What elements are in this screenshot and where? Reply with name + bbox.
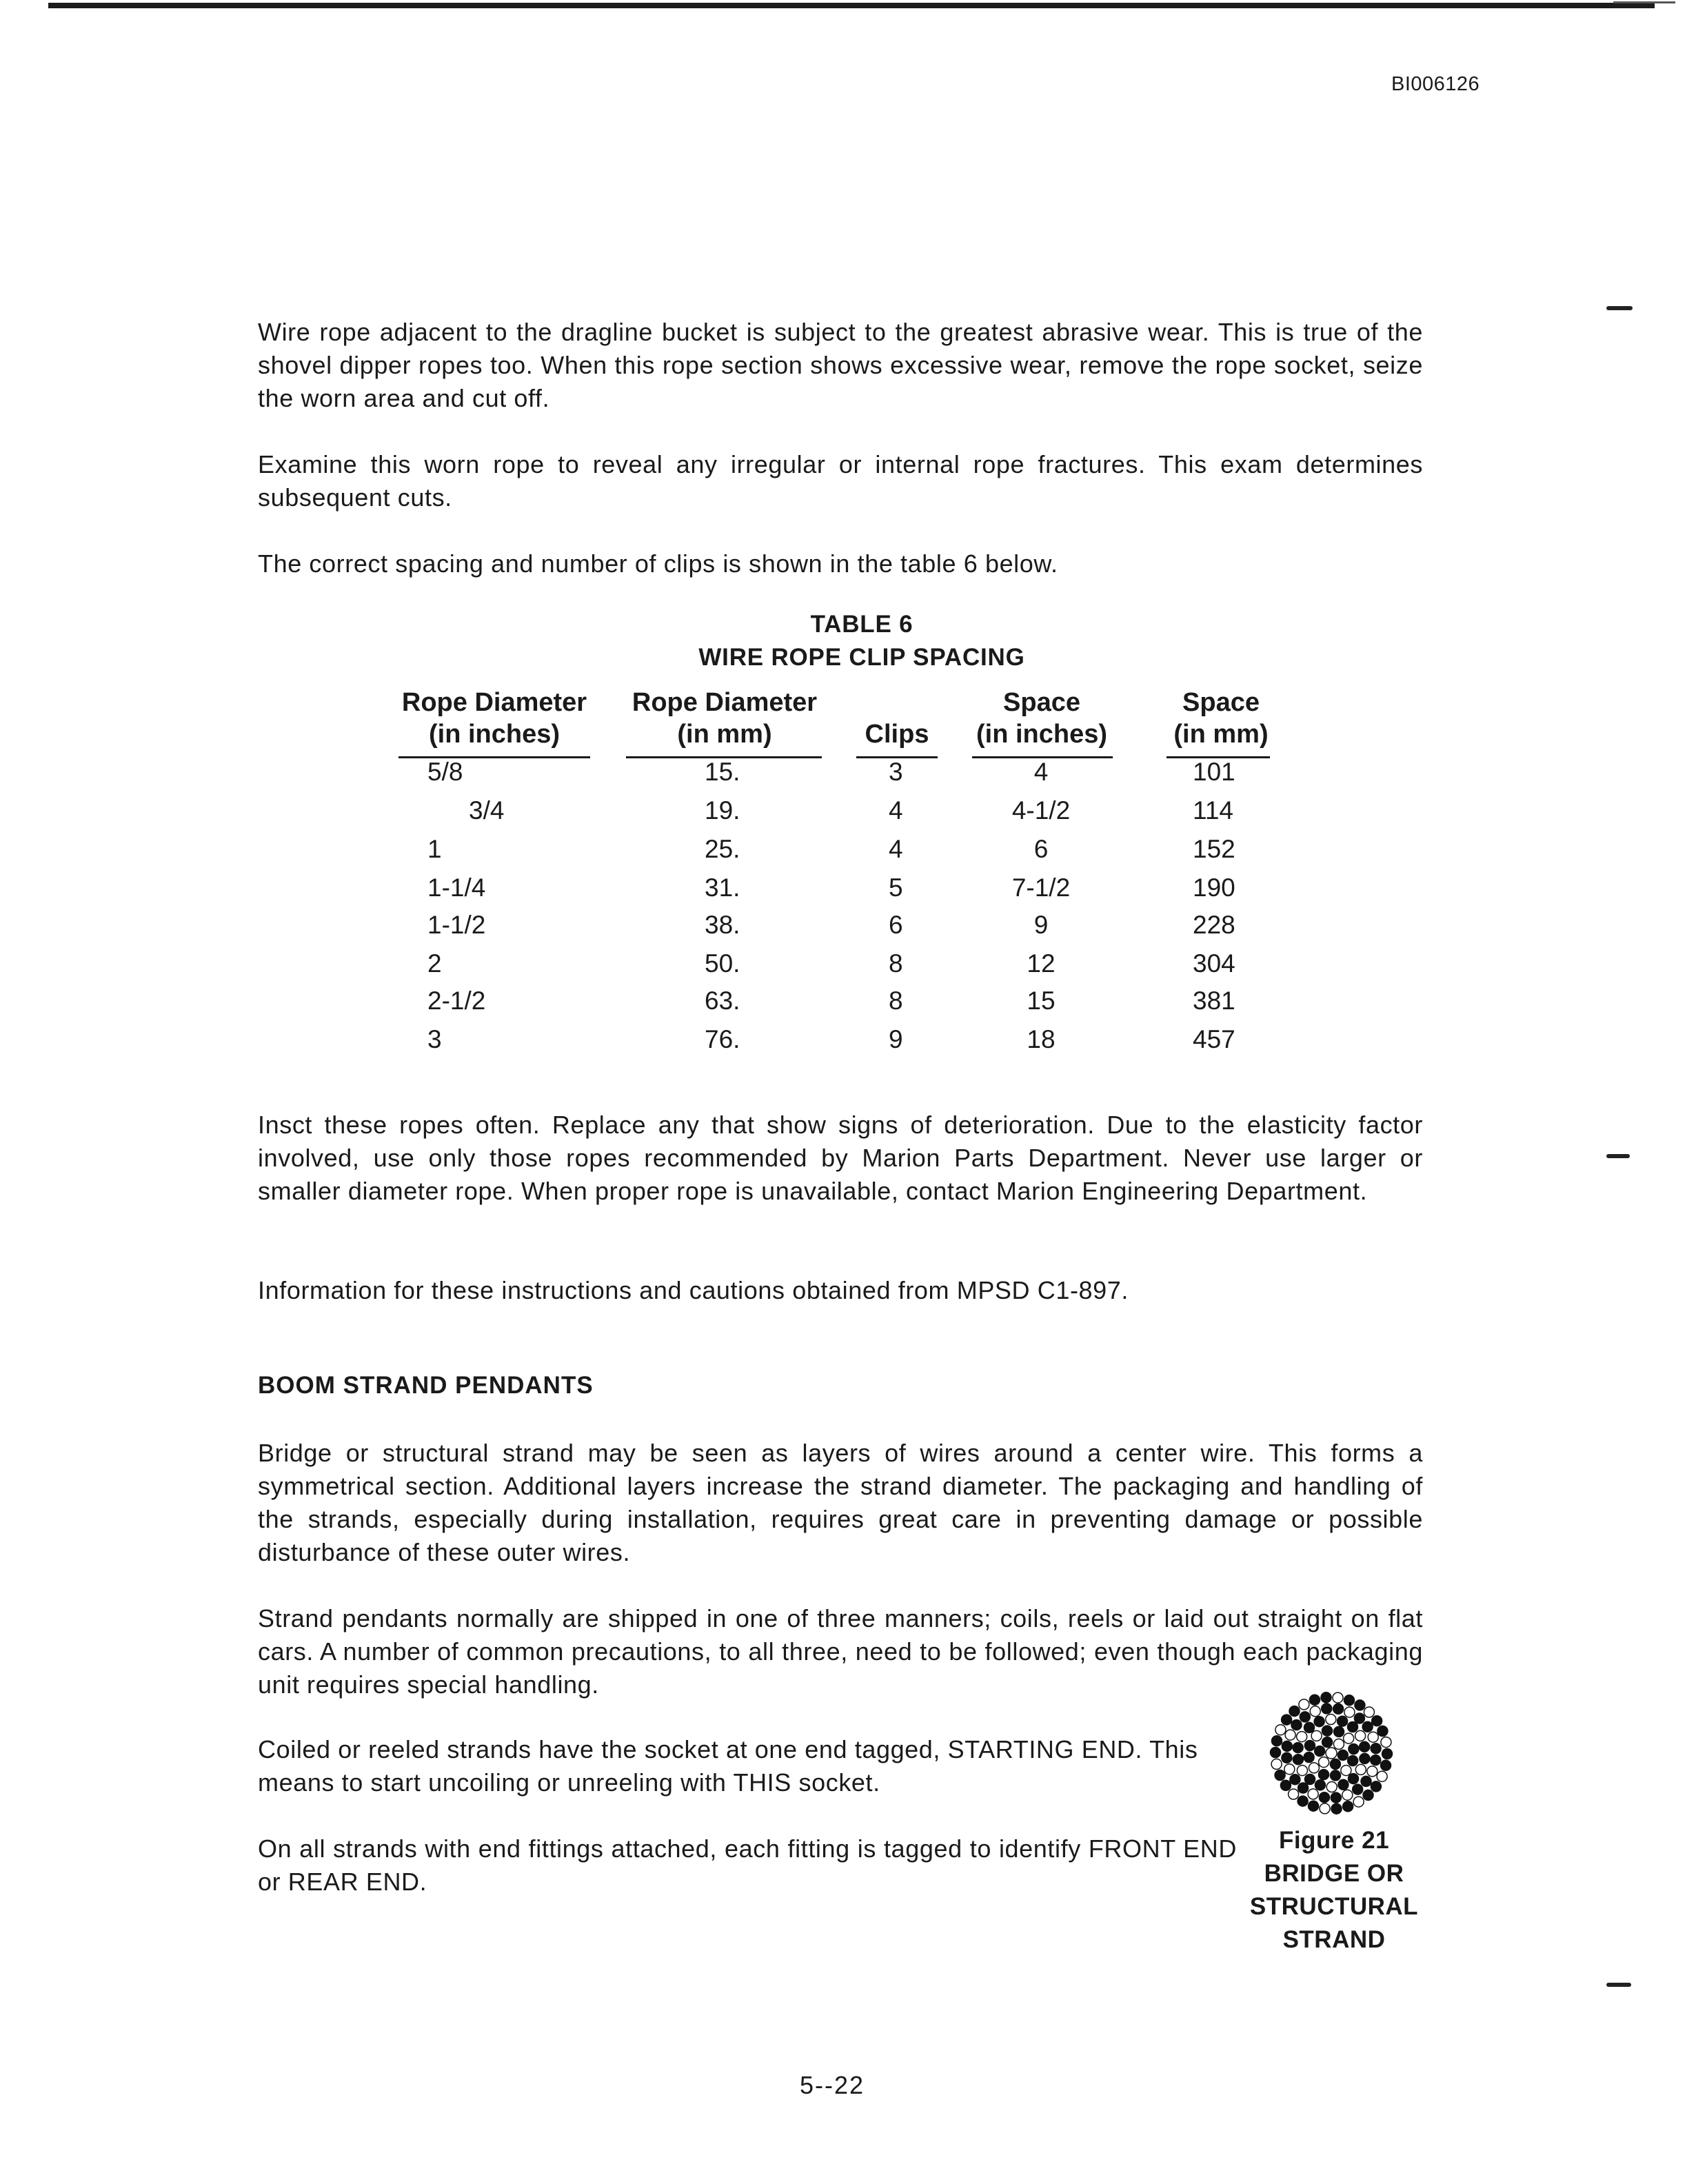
paragraph-end-fittings: On all strands with end fittings attached, each fitting is tagged to identify FRONT END or REAR END. (258, 1834, 1237, 1896)
strand-wire (1297, 1732, 1307, 1742)
strand-wire (1271, 1759, 1282, 1769)
top-border-rule-tail (1613, 1, 1675, 3)
strand-wire (1333, 1692, 1343, 1703)
strand-wire (1331, 1770, 1341, 1781)
strand-wire (1297, 1766, 1307, 1776)
cell-rope-diameter-mm: 25. (705, 835, 740, 863)
paragraph-wire-rope-wear: Wire rope adjacent to the dragline bucket is subject to the greatest abrasive wear. This is true of the shovel dipper ropes too. When this rope section shows excessive wear, remove the rope socket, seize the worn area and cut off. (258, 318, 1423, 412)
cell-clips: 9 (889, 1025, 903, 1053)
cell-clips: 4 (889, 796, 903, 825)
strand-wire (1343, 1801, 1353, 1812)
strand-wire (1285, 1730, 1295, 1740)
strand-wire (1293, 1755, 1303, 1765)
figure-caption-line: BRIDGE OR (1264, 1860, 1404, 1887)
strand-wire (1377, 1726, 1388, 1737)
cell-space-mm: 457 (1193, 1025, 1235, 1053)
strand-wire (1311, 1730, 1322, 1741)
paragraph-starting-end: Coiled or reeled strands have the socket at one end tagged, STARTING END. This means to start uncoiling or unreeling with THIS socket. (258, 1735, 1198, 1797)
cell-space-inches: 7-1/2 (1011, 873, 1071, 902)
strand-wire (1282, 1741, 1292, 1751)
strand-wire (1371, 1755, 1381, 1766)
cell-clips: 8 (889, 987, 903, 1015)
cell-space-mm: 114 (1193, 796, 1233, 825)
strand-wire (1322, 1737, 1333, 1748)
strand-wire (1315, 1780, 1325, 1790)
figure-caption-line: STRAND (1282, 1926, 1386, 1953)
cell-rope-diameter-mm: 38. (705, 911, 740, 939)
cell-space-inches: 12 (1027, 949, 1056, 978)
strand-wire (1289, 1789, 1299, 1799)
strand-wire (1309, 1763, 1319, 1773)
strand-wire-layers (1271, 1692, 1393, 1814)
strand-wire (1349, 1744, 1359, 1755)
cell-rope-diameter-mm: 63. (705, 987, 740, 1015)
strand-wire (1363, 1790, 1373, 1800)
strand-wire (1342, 1790, 1353, 1800)
strand-wire (1326, 1782, 1337, 1792)
cell-space-mm: 152 (1193, 835, 1235, 863)
cell-rope-diameter-inches: 3 (427, 1025, 442, 1053)
strand-wire (1337, 1716, 1348, 1726)
strand-wire (1319, 1770, 1329, 1780)
strand-wire (1353, 1784, 1363, 1794)
cell-space-inches: 4-1/2 (1011, 796, 1071, 825)
cell-rope-diameter-mm: 19. (705, 796, 740, 825)
strand-wire (1304, 1722, 1315, 1732)
strand-wire (1353, 1797, 1364, 1807)
strand-wire (1361, 1776, 1371, 1786)
margin-mark (1606, 1983, 1631, 1987)
strand-wire (1367, 1766, 1377, 1777)
strand-wire (1330, 1759, 1340, 1769)
strand-wire (1371, 1781, 1381, 1792)
strand-wire (1305, 1775, 1315, 1785)
strand-wire (1333, 1703, 1344, 1714)
strand-wire (1334, 1726, 1344, 1737)
cell-space-mm: 228 (1193, 911, 1235, 939)
strand-wire (1282, 1715, 1292, 1725)
paragraph-clip-spacing-intro: The correct spacing and number of clips is shown in the table 6 below. (258, 549, 1058, 578)
strand-wire (1331, 1803, 1342, 1814)
cell-space-mm: 190 (1193, 873, 1235, 902)
cell-space-inches: 4 (1033, 758, 1049, 786)
cell-rope-diameter-inches: 1-1/4 (427, 873, 486, 902)
cell-space-mm: 101 (1193, 758, 1235, 786)
strand-wire (1337, 1750, 1348, 1760)
strand-wire (1341, 1766, 1351, 1776)
strand-wire (1315, 1746, 1325, 1757)
cell-clips: 6 (889, 911, 903, 939)
strand-wire (1344, 1707, 1355, 1717)
paragraph-information-source: Information for these instructions and cautions obtained from MPSD C1-897. (258, 1276, 1129, 1304)
cell-space-inches: 15 (1027, 987, 1056, 1015)
column-header-clips: Clips (865, 720, 929, 749)
strand-wire (1333, 1739, 1344, 1749)
strand-wire (1355, 1730, 1366, 1741)
strand-wire (1300, 1712, 1310, 1722)
strand-wire (1272, 1736, 1282, 1746)
column-header-space-mm: Space (in mm) (1173, 688, 1269, 749)
strand-wire (1291, 1720, 1302, 1730)
strand-wire (1381, 1760, 1391, 1770)
strand-wire (1321, 1692, 1331, 1703)
strand-wire (1364, 1707, 1374, 1717)
paragraph-examine-rope: Examine this worn rope to reveal any irregular or internal rope fractures. This exam determines subsequent cuts. (258, 450, 1423, 512)
strand-wire (1360, 1741, 1370, 1752)
strand-wire (1314, 1717, 1324, 1727)
figure-caption-line: STRUCTURAL (1249, 1893, 1419, 1920)
strand-wire (1319, 1792, 1329, 1803)
cell-clips: 5 (889, 873, 903, 902)
strand-cross-section-figure (1266, 1688, 1397, 1819)
cell-clips: 8 (889, 949, 903, 978)
strand-wire (1289, 1706, 1300, 1717)
strand-wire (1322, 1703, 1332, 1714)
strand-wire (1280, 1780, 1291, 1790)
strand-wire (1298, 1796, 1308, 1806)
document-id: BI006126 (1391, 73, 1480, 95)
strand-wire (1331, 1792, 1341, 1803)
strand-wire (1275, 1770, 1285, 1781)
strand-wire (1326, 1715, 1336, 1725)
cell-space-inches: 18 (1027, 1025, 1056, 1053)
strand-wire (1284, 1764, 1295, 1775)
page-number: 5--22 (800, 2071, 865, 2099)
cell-rope-diameter-inches: 2-1/2 (427, 987, 486, 1015)
cell-rope-diameter-inches: 5/8 (427, 758, 463, 786)
cell-space-mm: 304 (1193, 949, 1235, 978)
strand-wire (1372, 1716, 1382, 1726)
strand-wire (1309, 1801, 1319, 1811)
column-header-rope-diameter-mm: Rope Diameter (in mm) (632, 688, 818, 749)
column-header-rope-diameter-inches: Rope Diameter (in inches) (401, 688, 587, 749)
cell-space-mm: 381 (1193, 987, 1235, 1015)
strand-wire (1371, 1743, 1381, 1754)
strand-wire (1304, 1752, 1314, 1763)
table-title-name: WIRE ROPE CLIP SPACING (698, 644, 1025, 671)
strand-wire (1348, 1756, 1358, 1766)
top-border-rule (48, 3, 1655, 8)
strand-wire (1282, 1752, 1292, 1763)
strand-wire (1355, 1764, 1366, 1775)
strand-wire (1338, 1779, 1349, 1790)
cell-rope-diameter-mm: 31. (705, 873, 740, 902)
strand-wire (1308, 1789, 1318, 1799)
strand-wire (1310, 1706, 1320, 1717)
strand-wire (1326, 1748, 1337, 1759)
cell-rope-diameter-inches: 1-1/2 (427, 911, 486, 939)
cell-rope-diameter-inches: 1 (427, 835, 442, 863)
strand-wire (1377, 1771, 1387, 1781)
strand-wire (1348, 1722, 1358, 1732)
paragraph-strand-shipping: Strand pendants normally are shipped in one of three manners; coils, reels or laid out straight on flat cars. A number of common precautions, to all three, need to be followed; even though each packaging unit requires special handling. (258, 1604, 1423, 1699)
strand-wire (1368, 1732, 1378, 1742)
strand-wire (1382, 1749, 1393, 1759)
strand-wire (1344, 1733, 1354, 1743)
strand-wire (1322, 1726, 1333, 1736)
cell-space-inches: 9 (1033, 911, 1049, 939)
cell-space-inches: 6 (1033, 835, 1049, 863)
strand-wire (1344, 1695, 1355, 1706)
cell-clips: 4 (889, 835, 903, 863)
table-title-number: TABLE 6 (810, 611, 913, 638)
strand-wire (1275, 1725, 1286, 1735)
margin-mark (1606, 1154, 1630, 1158)
margin-mark (1606, 306, 1633, 310)
strand-wire (1309, 1695, 1320, 1705)
strand-wire (1290, 1775, 1300, 1785)
strand-wire (1319, 1757, 1329, 1768)
column-header-space-inches: Space (in inches) (976, 688, 1108, 749)
strand-wire (1293, 1743, 1303, 1753)
strand-wire (1298, 1783, 1309, 1793)
strand-wire (1355, 1700, 1365, 1710)
cell-rope-diameter-inches: 3/4 (469, 796, 505, 825)
strand-wire (1299, 1699, 1309, 1710)
strand-wire (1381, 1737, 1391, 1748)
strand-wire (1349, 1774, 1359, 1784)
figure-label: Figure 21 (1278, 1827, 1390, 1854)
cell-clips: 3 (889, 758, 903, 786)
section-heading: BOOM STRAND PENDANTS (258, 1372, 594, 1399)
cell-rope-diameter-mm: 50. (705, 949, 740, 978)
paragraph-bridge-strand: Bridge or structural strand may be seen as layers of wires around a center wire. This forms a symmetrical section. Additional layers increase the strand diameter. The packaging and handling of the strands, especially during installation, requires great care in preventing damage or possible disturbance of these outer wires. (258, 1439, 1423, 1566)
strand-wire (1360, 1753, 1370, 1763)
cell-rope-diameter-mm: 15. (705, 758, 740, 786)
cell-rope-diameter-mm: 76. (705, 1025, 740, 1053)
paragraph-inspect-ropes: Insct these ropes often. Replace any that show signs of deterioration. Due to the elasticity factor involved, use only those ropes recommended by Marion Parts Department. Never use larger or smaller diameter rope. When proper rope is unavailable, contact Marion Engineering Department. (258, 1111, 1423, 1205)
strand-wire (1320, 1803, 1330, 1814)
strand-wire (1354, 1713, 1364, 1723)
strand-wire (1304, 1741, 1315, 1751)
strand-wire (1271, 1748, 1281, 1758)
cell-rope-diameter-inches: 2 (427, 949, 442, 978)
strand-wire (1362, 1721, 1373, 1732)
